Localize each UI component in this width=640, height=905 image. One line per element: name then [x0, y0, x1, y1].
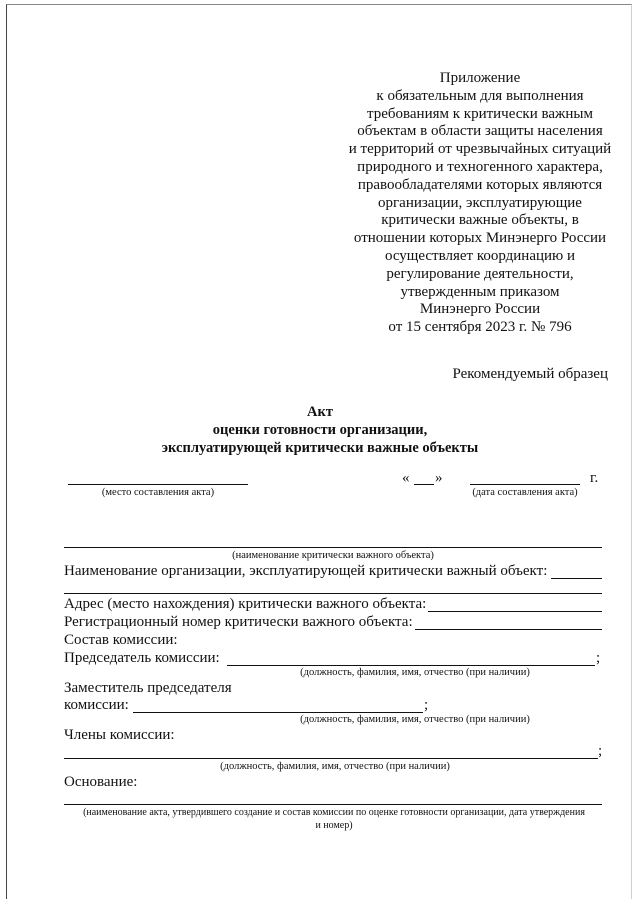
- org-name-label: Наименование организации, эксплуатирующей критически важный объект:: [64, 563, 548, 579]
- address-line: [428, 611, 602, 612]
- members-label: Члены комиссии:: [64, 727, 175, 743]
- commission-label: Состав комиссии:: [64, 632, 178, 648]
- deputy-line: [133, 712, 423, 713]
- org-name-line-1: [551, 578, 602, 579]
- org-name-line-2: [64, 593, 602, 594]
- act-title: Акт: [307, 404, 333, 420]
- appendix-line: утвержденным приказом: [400, 283, 560, 300]
- reg-number-label: Регистрационный номер критически важного объекта:: [64, 614, 413, 630]
- appendix-line: организации, эксплуатирующие: [378, 194, 582, 211]
- appendix-line: природного и техногенного характера,: [357, 158, 603, 175]
- appendix-line: объектам в области защиты населения: [357, 123, 603, 140]
- act-title-block: [0, 403, 640, 457]
- appendix-line: к обязательным для выполнения: [376, 87, 584, 104]
- basis-caption-2: и номер): [315, 820, 353, 831]
- chairman-line: [227, 665, 595, 666]
- appendix-line: и территорий от чрезвычайных ситуаций: [348, 141, 612, 158]
- act-subtitle-1: оценки готовности организации,: [212, 422, 428, 438]
- basis-caption-1: (наименование акта, утвердившего создание и состав комиссии по оценке готовности организации, дата утверждения: [83, 807, 585, 818]
- appendix-line: Приложение: [439, 70, 521, 86]
- quote-open: «: [402, 470, 410, 486]
- deputy-label-1: Заместитель председателя: [64, 680, 232, 696]
- address-label: Адрес (место нахождения) критически важного объекта:: [64, 596, 427, 612]
- deputy-caption: (должность, фамилия, имя, отчество (при наличии): [300, 714, 530, 725]
- appendix-line: требованиям к критически важным: [366, 105, 593, 122]
- act-subtitle-2: эксплуатирующей критически важные объекты: [161, 440, 479, 456]
- appendix-line: осуществляет координацию и: [384, 247, 576, 264]
- appendix-line: от 15 сентября 2023 г. № 796: [388, 319, 572, 336]
- members-line: [64, 758, 598, 759]
- members-semicolon: ;: [598, 743, 603, 759]
- quote-close: »: [435, 470, 443, 486]
- deputy-semicolon: ;: [424, 697, 429, 713]
- appendix-line: Минэнерго России: [419, 301, 541, 318]
- chairman-caption: (должность, фамилия, имя, отчество (при наличии): [300, 667, 530, 678]
- appendix-line: критически важные объекты, в: [381, 212, 579, 229]
- year-suffix: г.: [590, 470, 599, 486]
- place-caption: (место составления акта): [101, 487, 215, 498]
- chairman-semicolon: ;: [596, 650, 601, 666]
- chairman-label: Председатель комиссии:: [64, 650, 220, 666]
- members-caption: (должность, фамилия, имя, отчество (при наличии): [220, 761, 450, 772]
- deputy-label-2: комиссии:: [64, 697, 129, 713]
- place-line: [68, 484, 248, 485]
- appendix-line: отношении которых Минэнерго России: [353, 230, 607, 247]
- appendix-line: регулирование деятельности,: [386, 265, 574, 282]
- date-caption: (дата составления акта): [472, 487, 578, 498]
- month-line: [470, 484, 580, 485]
- recommended-sample-label: Рекомендуемый образец: [452, 366, 608, 382]
- basis-label: Основание:: [64, 774, 138, 790]
- reg-number-line: [415, 629, 602, 630]
- appendix-block: [330, 70, 630, 337]
- object-name-line: [64, 547, 602, 548]
- object-caption: (наименование критически важного объекта): [232, 550, 434, 561]
- basis-line: [64, 804, 602, 805]
- appendix-line: правообладателями которых являются: [357, 176, 603, 193]
- day-line: [414, 484, 434, 485]
